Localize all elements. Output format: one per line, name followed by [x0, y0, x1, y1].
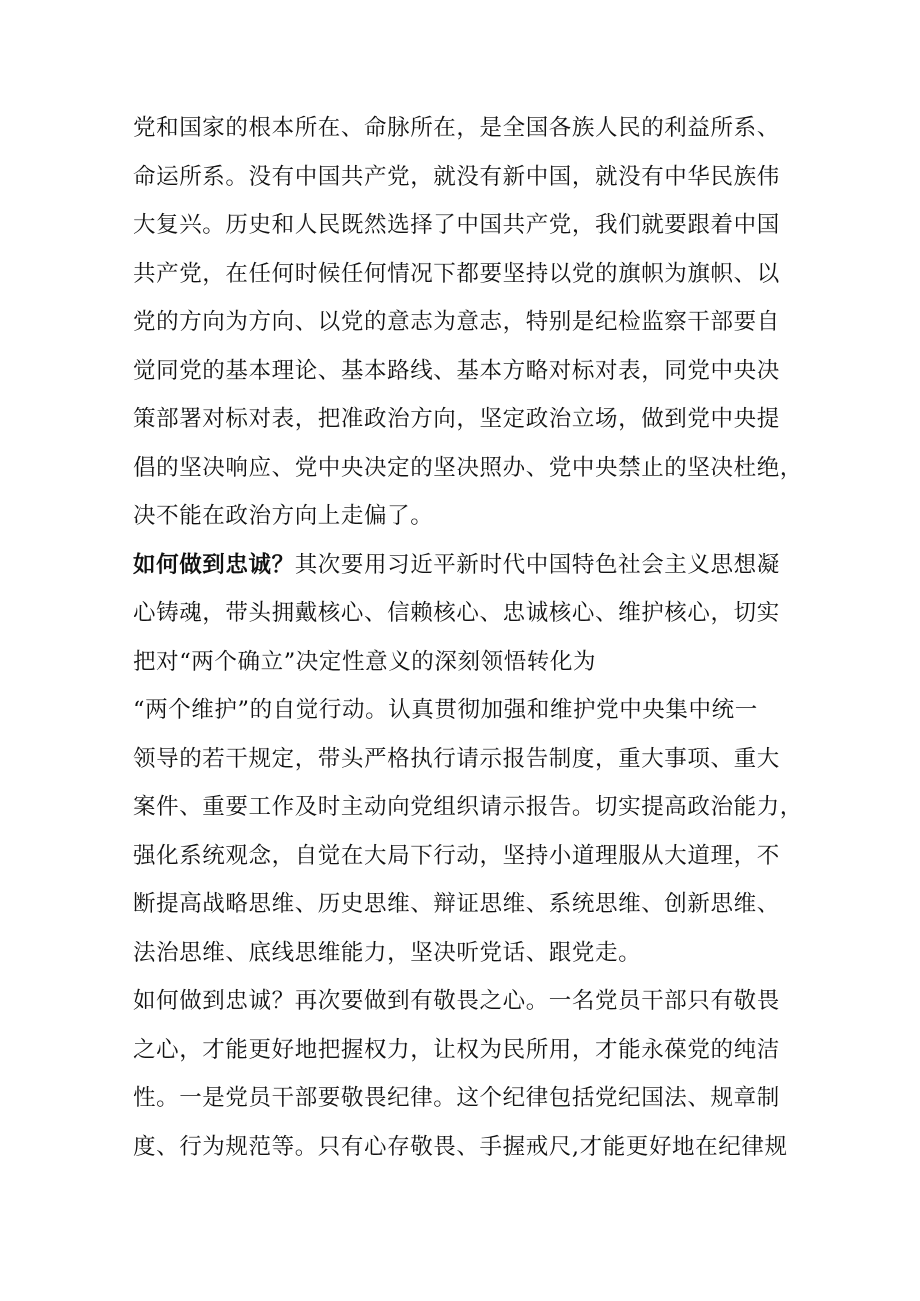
text-line: 强化系统观念，自觉在大局下行动，坚持小道理服从大道理，不: [133, 842, 780, 869]
text-line: 心铸魂，带头拥戴核心、信赖核心、忠诚核心、维护核心，切实: [133, 600, 780, 626]
text-line: 如何做到忠诚？再次要做到有敬畏之心。一名党员干部只有敬畏: [133, 988, 780, 1014]
text-line: 倡的坚决响应、党中央决定的坚决照办、党中央禁止的坚决杜绝，: [133, 454, 803, 481]
text-line: 领导的若干规定，带头严格执行请示报告制度，重大事项、重大: [133, 745, 780, 772]
text-line: 案件、重要工作及时主动向党组织请示报告。切实提高政治能力，: [133, 794, 803, 820]
text-line: 共产党，在任何时候任何情况下都要坚持以党的旗帜为旗帜、以: [133, 260, 780, 287]
text-line: 命运所系。没有中国共产党，就没有新中国，就没有中华民族伟: [133, 163, 780, 190]
text-run: 其次要用习近平新时代中国特色社会主义思想凝: [294, 551, 780, 578]
text-line: 法治思维、底线思维能力，坚决听党话、跟党走。: [133, 939, 642, 966]
paragraph-heading: 如何做到忠诚？: [133, 551, 295, 578]
text-line: 度、行为规范等。只有心存敬畏、手握戒尺,才能更好地在纪律规: [133, 1133, 788, 1160]
text-line: 把对“两个确立”决定性意义的深刻领悟转化为: [133, 648, 597, 675]
text-line: 党和国家的根本所在、命脉所在，是全国各族人民的利益所系、: [133, 115, 780, 141]
text-line: “两个维护”的自觉行动。认真贯彻加强和维护党中央集中统一: [133, 697, 758, 723]
text-line: 性。一是党员干部要敬畏纪律。这个纪律包括党纪国法、规章制: [133, 1085, 780, 1111]
document-body: [133, 104, 803, 1171]
text-line: 断提高战略思维、历史思维、辩证思维、系统思维、创新思维、: [133, 891, 780, 917]
text-line: 觉同党的基本理论、基本路线、基本方略对标对表，同党中央决: [133, 357, 780, 384]
paragraph-heading-line: [133, 541, 803, 590]
text-line: 之心，才能更好地把握权力，让权为民所用，才能永葆党的纯洁: [133, 1036, 780, 1063]
text-line: 大复兴。历史和人民既然选择了中国共产党，我们就要跟着中国: [133, 212, 780, 238]
text-line: 党的方向为方向、以党的意志为意志，特别是纪检监察干部要自: [133, 309, 780, 335]
text-line: 决不能在政治方向上走偏了。: [133, 503, 434, 529]
text-line: 策部署对标对表，把准政治方向，坚定政治立场，做到党中央提: [133, 406, 780, 432]
